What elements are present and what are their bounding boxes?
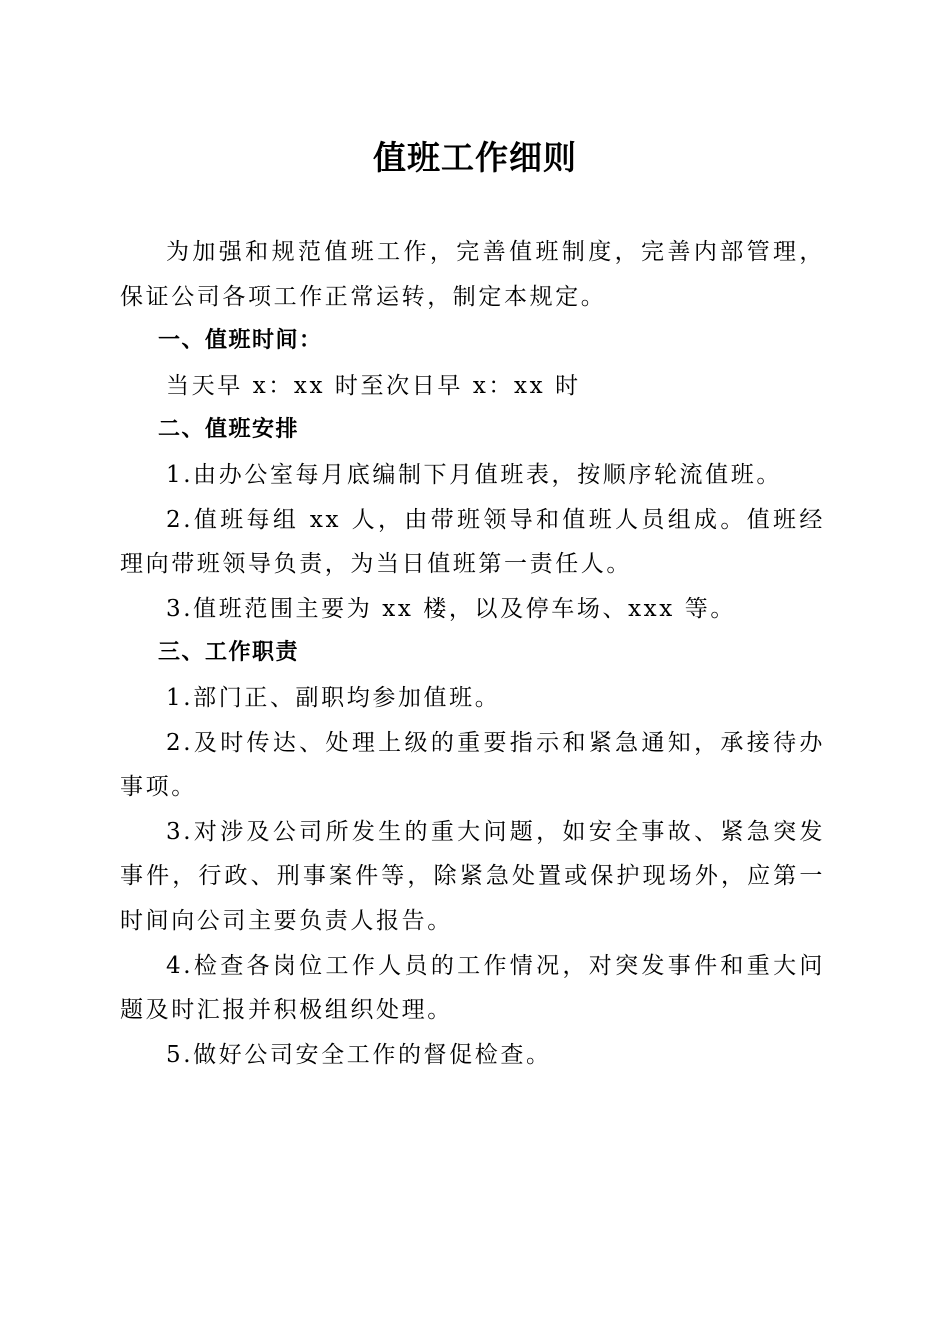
section-heading-responsibilities: 三、工作职责 (158, 640, 300, 666)
document-title: 值班工作细则 (373, 138, 577, 177)
document-body (120, 230, 825, 1077)
arrangement-item: 1.由办公室每月底编制下月值班表，按顺序轮流值班。 (166, 461, 782, 488)
duty-time-text: 当天早 x：xx 时至次日早 x：xx 时 (166, 372, 581, 399)
section-heading-duty-arrangement: 二、值班安排 (158, 417, 300, 443)
responsibility-item: 3.对涉及公司所发生的重大问题，如安全事故、紧急突发事件，行政、刑事案件等，除紧急处置或保护现场外，应第一时间向公司主要负责人报告。 (120, 818, 825, 934)
arrangement-item: 2.值班每组 xx 人，由带班领导和值班人员组成。值班经理向带班领导负责，为当日值班第一责任人。 (120, 506, 825, 578)
responsibility-item: 2.及时传达、处理上级的重要指示和紧急通知，承接待办事项。 (120, 729, 825, 801)
section-heading-duty-time: 一、值班时间： (158, 328, 323, 354)
arrangement-item: 3.值班范围主要为 xx 楼，以及停车场、xxx 等。 (166, 595, 736, 622)
responsibility-item: 5.做好公司安全工作的督促检查。 (166, 1041, 552, 1068)
responsibility-item: 4.检查各岗位工作人员的工作情况，对突发事件和重大问题及时汇报并积极组织处理。 (120, 952, 825, 1024)
intro-paragraph: 为加强和规范值班工作，完善值班制度，完善内部管理，保证公司各项工作正常运转，制定本规定。 (120, 239, 825, 310)
responsibility-item: 1.部门正、副职均参加值班。 (166, 684, 501, 711)
